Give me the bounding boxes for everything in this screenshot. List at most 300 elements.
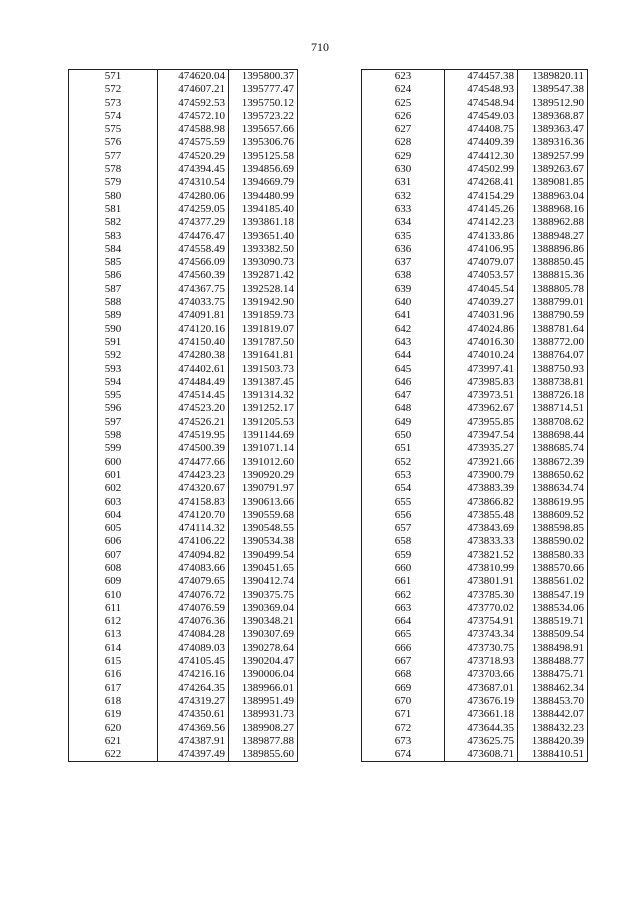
x-coordinate-cell: 474592.53 [158, 97, 229, 110]
y-coordinate-cell: 1390559.68 [229, 509, 298, 522]
point-number-cell: 606 [69, 535, 158, 548]
point-number-cell: 665 [362, 628, 445, 641]
x-coordinate-cell: 474076.72 [158, 589, 229, 602]
y-coordinate-cell: 1391641.81 [229, 349, 298, 362]
y-coordinate-cell: 1388561.02 [518, 575, 588, 588]
x-coordinate-cell: 474010.24 [445, 349, 518, 362]
point-number-cell: 659 [362, 549, 445, 562]
x-coordinate-cell: 474484.49 [158, 376, 229, 389]
table-row [69, 230, 298, 243]
table-row [69, 123, 298, 136]
y-coordinate-cell: 1388948.27 [518, 230, 588, 243]
x-coordinate-cell: 474350.61 [158, 708, 229, 721]
table-row [69, 256, 298, 269]
y-coordinate-cell: 1391144.69 [229, 429, 298, 442]
point-number-cell: 610 [69, 589, 158, 602]
table-row [362, 416, 588, 429]
point-number-cell: 611 [69, 602, 158, 615]
y-coordinate-cell: 1394669.79 [229, 176, 298, 189]
x-coordinate-cell: 474369.56 [158, 722, 229, 735]
x-coordinate-cell: 474310.54 [158, 176, 229, 189]
point-number-cell: 652 [362, 456, 445, 469]
y-coordinate-cell: 1388570.66 [518, 562, 588, 575]
x-coordinate-cell: 474216.16 [158, 668, 229, 681]
table-row [362, 708, 588, 721]
x-coordinate-cell: 473718.93 [445, 655, 518, 668]
y-coordinate-cell: 1394185.40 [229, 203, 298, 216]
point-number-cell: 598 [69, 429, 158, 442]
x-coordinate-cell: 474387.91 [158, 735, 229, 748]
y-coordinate-cell: 1390920.29 [229, 469, 298, 482]
x-coordinate-cell: 474519.95 [158, 429, 229, 442]
point-number-cell: 588 [69, 296, 158, 309]
point-number-cell: 605 [69, 522, 158, 535]
table-row [362, 256, 588, 269]
x-coordinate-cell: 474045.54 [445, 283, 518, 296]
table-row [362, 349, 588, 362]
y-coordinate-cell: 1393382.50 [229, 243, 298, 256]
y-coordinate-cell: 1388850.45 [518, 256, 588, 269]
point-number-cell: 649 [362, 416, 445, 429]
x-coordinate-cell: 474514.45 [158, 389, 229, 402]
y-coordinate-cell: 1390006.04 [229, 668, 298, 681]
y-coordinate-cell: 1390369.04 [229, 602, 298, 615]
point-number-cell: 624 [362, 83, 445, 96]
x-coordinate-cell: 474106.95 [445, 243, 518, 256]
y-coordinate-cell: 1388547.19 [518, 589, 588, 602]
y-coordinate-cell: 1390451.65 [229, 562, 298, 575]
y-coordinate-cell: 1388590.02 [518, 535, 588, 548]
y-coordinate-cell: 1390348.21 [229, 615, 298, 628]
point-number-cell: 639 [362, 283, 445, 296]
point-number-cell: 656 [362, 509, 445, 522]
y-coordinate-cell: 1391071.14 [229, 442, 298, 455]
table-row [362, 562, 588, 575]
table-row [362, 442, 588, 455]
x-coordinate-cell: 473625.75 [445, 735, 518, 748]
y-coordinate-cell: 1395777.47 [229, 83, 298, 96]
table-row [69, 735, 298, 748]
x-coordinate-cell: 473985.83 [445, 376, 518, 389]
x-coordinate-cell: 474084.28 [158, 628, 229, 641]
point-number-cell: 586 [69, 269, 158, 282]
table-row [362, 110, 588, 123]
x-coordinate-cell: 474106.22 [158, 535, 229, 548]
table-row [69, 442, 298, 455]
point-number-cell: 583 [69, 230, 158, 243]
table-row [362, 150, 588, 163]
point-number-cell: 609 [69, 575, 158, 588]
point-number-cell: 630 [362, 163, 445, 176]
point-number-cell: 645 [362, 363, 445, 376]
x-coordinate-cell: 474053.57 [445, 269, 518, 282]
point-number-cell: 635 [362, 230, 445, 243]
y-coordinate-cell: 1388462.34 [518, 682, 588, 695]
y-coordinate-cell: 1394856.69 [229, 163, 298, 176]
y-coordinate-cell: 1393861.18 [229, 216, 298, 229]
point-number-cell: 575 [69, 123, 158, 136]
y-coordinate-cell: 1388790.59 [518, 309, 588, 322]
table-row [362, 655, 588, 668]
y-coordinate-cell: 1388714.51 [518, 402, 588, 415]
x-coordinate-cell: 473935.27 [445, 442, 518, 455]
y-coordinate-cell: 1392528.14 [229, 283, 298, 296]
table-row [69, 70, 298, 84]
y-coordinate-cell: 1391503.73 [229, 363, 298, 376]
point-number-cell: 613 [69, 628, 158, 641]
table-row [69, 535, 298, 548]
table-row [362, 522, 588, 535]
x-coordinate-cell: 474264.35 [158, 682, 229, 695]
y-coordinate-cell: 1390534.38 [229, 535, 298, 548]
table-row [362, 283, 588, 296]
x-coordinate-cell: 474154.29 [445, 190, 518, 203]
y-coordinate-cell: 1393651.40 [229, 230, 298, 243]
table-row [69, 349, 298, 362]
point-number-cell: 657 [362, 522, 445, 535]
x-coordinate-cell: 473810.99 [445, 562, 518, 575]
y-coordinate-cell: 1389547.38 [518, 83, 588, 96]
y-coordinate-cell: 1395306.76 [229, 136, 298, 149]
x-coordinate-cell: 474476.47 [158, 230, 229, 243]
y-coordinate-cell: 1390307.69 [229, 628, 298, 641]
point-number-cell: 592 [69, 349, 158, 362]
y-coordinate-cell: 1388580.33 [518, 549, 588, 562]
point-number-cell: 600 [69, 456, 158, 469]
y-coordinate-cell: 1391252.17 [229, 402, 298, 415]
x-coordinate-cell: 474477.66 [158, 456, 229, 469]
x-coordinate-cell: 474457.38 [445, 70, 518, 84]
point-number-cell: 607 [69, 549, 158, 562]
x-coordinate-cell: 474500.39 [158, 442, 229, 455]
point-number-cell: 595 [69, 389, 158, 402]
x-coordinate-cell: 474120.16 [158, 323, 229, 336]
point-number-cell: 620 [69, 722, 158, 735]
x-coordinate-cell: 474133.86 [445, 230, 518, 243]
x-coordinate-cell: 474409.39 [445, 136, 518, 149]
y-coordinate-cell: 1391787.50 [229, 336, 298, 349]
point-number-cell: 664 [362, 615, 445, 628]
x-coordinate-cell: 473900.79 [445, 469, 518, 482]
table-row [362, 668, 588, 681]
point-number-cell: 666 [362, 642, 445, 655]
table-row [69, 695, 298, 708]
y-coordinate-cell: 1389316.36 [518, 136, 588, 149]
table-row [69, 163, 298, 176]
x-coordinate-cell: 474502.99 [445, 163, 518, 176]
point-number-cell: 582 [69, 216, 158, 229]
table-row [69, 176, 298, 189]
y-coordinate-cell: 1388619.95 [518, 496, 588, 509]
table-row [69, 283, 298, 296]
y-coordinate-cell: 1393090.73 [229, 256, 298, 269]
point-number-cell: 650 [362, 429, 445, 442]
table-row [362, 176, 588, 189]
table-row [69, 216, 298, 229]
point-number-cell: 602 [69, 482, 158, 495]
y-coordinate-cell: 1388896.86 [518, 243, 588, 256]
x-coordinate-cell: 474397.49 [158, 748, 229, 762]
x-coordinate-cell: 474572.10 [158, 110, 229, 123]
page-number: 710 [311, 40, 329, 54]
point-number-cell: 579 [69, 176, 158, 189]
x-coordinate-cell: 473833.33 [445, 535, 518, 548]
point-number-cell: 615 [69, 655, 158, 668]
y-coordinate-cell: 1389820.11 [518, 70, 588, 84]
x-coordinate-cell: 473921.66 [445, 456, 518, 469]
x-coordinate-cell: 474523.20 [158, 402, 229, 415]
table-row [69, 562, 298, 575]
table-row [69, 336, 298, 349]
x-coordinate-cell: 473962.67 [445, 402, 518, 415]
point-number-cell: 643 [362, 336, 445, 349]
point-number-cell: 661 [362, 575, 445, 588]
table-row [362, 123, 588, 136]
table-row [362, 389, 588, 402]
point-number-cell: 673 [362, 735, 445, 748]
table-row [362, 549, 588, 562]
x-coordinate-cell: 474423.23 [158, 469, 229, 482]
table-row [362, 83, 588, 96]
x-coordinate-cell: 473687.01 [445, 682, 518, 695]
table-row [362, 456, 588, 469]
x-coordinate-cell: 474150.40 [158, 336, 229, 349]
point-number-cell: 655 [362, 496, 445, 509]
table-row [362, 735, 588, 748]
point-number-cell: 618 [69, 695, 158, 708]
x-coordinate-cell: 473743.34 [445, 628, 518, 641]
y-coordinate-cell: 1389951.49 [229, 695, 298, 708]
y-coordinate-cell: 1389363.47 [518, 123, 588, 136]
x-coordinate-cell: 474089.03 [158, 642, 229, 655]
x-coordinate-cell: 473947.54 [445, 429, 518, 442]
table-row [362, 363, 588, 376]
y-coordinate-cell: 1388432.23 [518, 722, 588, 735]
table-row [362, 323, 588, 336]
table-row [69, 203, 298, 216]
table-row [69, 575, 298, 588]
table-row [362, 722, 588, 735]
x-coordinate-cell: 474548.94 [445, 97, 518, 110]
y-coordinate-cell: 1390613.66 [229, 496, 298, 509]
table-row [69, 628, 298, 641]
y-coordinate-cell: 1388488.77 [518, 655, 588, 668]
y-coordinate-cell: 1389257.99 [518, 150, 588, 163]
table-row [362, 682, 588, 695]
point-number-cell: 640 [362, 296, 445, 309]
point-number-cell: 596 [69, 402, 158, 415]
table-row [362, 336, 588, 349]
table-row [362, 429, 588, 442]
table-row [69, 402, 298, 415]
point-number-cell: 604 [69, 509, 158, 522]
table-row [69, 722, 298, 735]
y-coordinate-cell: 1388534.06 [518, 602, 588, 615]
x-coordinate-cell: 474024.86 [445, 323, 518, 336]
table-row [362, 269, 588, 282]
x-coordinate-cell: 474408.75 [445, 123, 518, 136]
point-number-cell: 591 [69, 336, 158, 349]
point-number-cell: 571 [69, 70, 158, 84]
coordinate-table-left [68, 69, 298, 762]
point-number-cell: 574 [69, 110, 158, 123]
y-coordinate-cell: 1391012.60 [229, 456, 298, 469]
point-number-cell: 572 [69, 83, 158, 96]
table-row [362, 615, 588, 628]
y-coordinate-cell: 1389512.90 [518, 97, 588, 110]
y-coordinate-cell: 1388410.51 [518, 748, 588, 762]
point-number-cell: 674 [362, 748, 445, 762]
point-number-cell: 658 [362, 535, 445, 548]
point-number-cell: 671 [362, 708, 445, 721]
point-number-cell: 576 [69, 136, 158, 149]
point-number-cell: 651 [362, 442, 445, 455]
table-row [69, 549, 298, 562]
y-coordinate-cell: 1391859.73 [229, 309, 298, 322]
x-coordinate-cell: 474114.32 [158, 522, 229, 535]
x-coordinate-cell: 474588.98 [158, 123, 229, 136]
x-coordinate-cell: 474280.38 [158, 349, 229, 362]
point-number-cell: 623 [362, 70, 445, 84]
table-row [362, 97, 588, 110]
point-number-cell: 672 [362, 722, 445, 735]
y-coordinate-cell: 1389877.88 [229, 735, 298, 748]
y-coordinate-cell: 1394480.99 [229, 190, 298, 203]
point-number-cell: 614 [69, 642, 158, 655]
table-row [69, 97, 298, 110]
table-row [362, 216, 588, 229]
y-coordinate-cell: 1389368.87 [518, 110, 588, 123]
y-coordinate-cell: 1392871.42 [229, 269, 298, 282]
x-coordinate-cell: 474079.07 [445, 256, 518, 269]
point-number-cell: 636 [362, 243, 445, 256]
point-number-cell: 589 [69, 309, 158, 322]
x-coordinate-cell: 473754.91 [445, 615, 518, 628]
table-row [362, 190, 588, 203]
x-coordinate-cell: 474259.05 [158, 203, 229, 216]
y-coordinate-cell: 1391387.45 [229, 376, 298, 389]
point-number-cell: 584 [69, 243, 158, 256]
x-coordinate-cell: 474394.45 [158, 163, 229, 176]
x-coordinate-cell: 474016.30 [445, 336, 518, 349]
point-number-cell: 612 [69, 615, 158, 628]
x-coordinate-cell: 474158.83 [158, 496, 229, 509]
table-row [69, 522, 298, 535]
point-number-cell: 577 [69, 150, 158, 163]
y-coordinate-cell: 1391942.90 [229, 296, 298, 309]
y-coordinate-cell: 1395800.37 [229, 70, 298, 84]
point-number-cell: 621 [69, 735, 158, 748]
point-number-cell: 617 [69, 682, 158, 695]
table-row [362, 589, 588, 602]
x-coordinate-cell: 473801.91 [445, 575, 518, 588]
table-row [69, 469, 298, 482]
table-row [362, 482, 588, 495]
point-number-cell: 608 [69, 562, 158, 575]
table-row [69, 376, 298, 389]
point-number-cell: 647 [362, 389, 445, 402]
point-number-cell: 573 [69, 97, 158, 110]
point-number-cell: 637 [362, 256, 445, 269]
x-coordinate-cell: 474039.27 [445, 296, 518, 309]
point-number-cell: 644 [362, 349, 445, 362]
table-row [362, 376, 588, 389]
table-row [69, 389, 298, 402]
x-coordinate-cell: 473676.19 [445, 695, 518, 708]
y-coordinate-cell: 1388672.39 [518, 456, 588, 469]
point-number-cell: 646 [362, 376, 445, 389]
table-row [362, 642, 588, 655]
x-coordinate-cell: 473644.35 [445, 722, 518, 735]
point-number-cell: 667 [362, 655, 445, 668]
point-number-cell: 590 [69, 323, 158, 336]
table-row [362, 70, 588, 84]
point-number-cell: 662 [362, 589, 445, 602]
table-row [362, 402, 588, 415]
x-coordinate-cell: 473997.41 [445, 363, 518, 376]
x-coordinate-cell: 474145.26 [445, 203, 518, 216]
table-row [362, 535, 588, 548]
y-coordinate-cell: 1389263.67 [518, 163, 588, 176]
table-row [69, 296, 298, 309]
x-coordinate-cell: 474268.41 [445, 176, 518, 189]
point-number-cell: 580 [69, 190, 158, 203]
point-number-cell: 627 [362, 123, 445, 136]
y-coordinate-cell: 1388805.78 [518, 283, 588, 296]
table-row [69, 496, 298, 509]
y-coordinate-cell: 1388698.44 [518, 429, 588, 442]
y-coordinate-cell: 1388750.93 [518, 363, 588, 376]
table-row [69, 602, 298, 615]
point-number-cell: 632 [362, 190, 445, 203]
y-coordinate-cell: 1390499.54 [229, 549, 298, 562]
table-row [69, 110, 298, 123]
point-number-cell: 616 [69, 668, 158, 681]
y-coordinate-cell: 1395723.22 [229, 110, 298, 123]
point-number-cell: 629 [362, 150, 445, 163]
y-coordinate-cell: 1390548.55 [229, 522, 298, 535]
x-coordinate-cell: 474280.06 [158, 190, 229, 203]
point-number-cell: 633 [362, 203, 445, 216]
x-coordinate-cell: 473703.66 [445, 668, 518, 681]
x-coordinate-cell: 474033.75 [158, 296, 229, 309]
y-coordinate-cell: 1388968.16 [518, 203, 588, 216]
y-coordinate-cell: 1388962.88 [518, 216, 588, 229]
x-coordinate-cell: 473866.82 [445, 496, 518, 509]
point-number-cell: 654 [362, 482, 445, 495]
x-coordinate-cell: 474076.59 [158, 602, 229, 615]
table-row [69, 429, 298, 442]
table-row [362, 575, 588, 588]
point-number-cell: 634 [362, 216, 445, 229]
table-body-left [69, 70, 298, 762]
y-coordinate-cell: 1388764.07 [518, 349, 588, 362]
y-coordinate-cell: 1388772.00 [518, 336, 588, 349]
point-number-cell: 597 [69, 416, 158, 429]
table-row [69, 655, 298, 668]
point-number-cell: 663 [362, 602, 445, 615]
y-coordinate-cell: 1388598.85 [518, 522, 588, 535]
y-coordinate-cell: 1388519.71 [518, 615, 588, 628]
x-coordinate-cell: 474526.21 [158, 416, 229, 429]
y-coordinate-cell: 1395125.58 [229, 150, 298, 163]
x-coordinate-cell: 474367.75 [158, 283, 229, 296]
x-coordinate-cell: 474549.03 [445, 110, 518, 123]
y-coordinate-cell: 1390412.74 [229, 575, 298, 588]
table-body-right [362, 70, 588, 762]
y-coordinate-cell: 1388609.52 [518, 509, 588, 522]
table-row [362, 469, 588, 482]
